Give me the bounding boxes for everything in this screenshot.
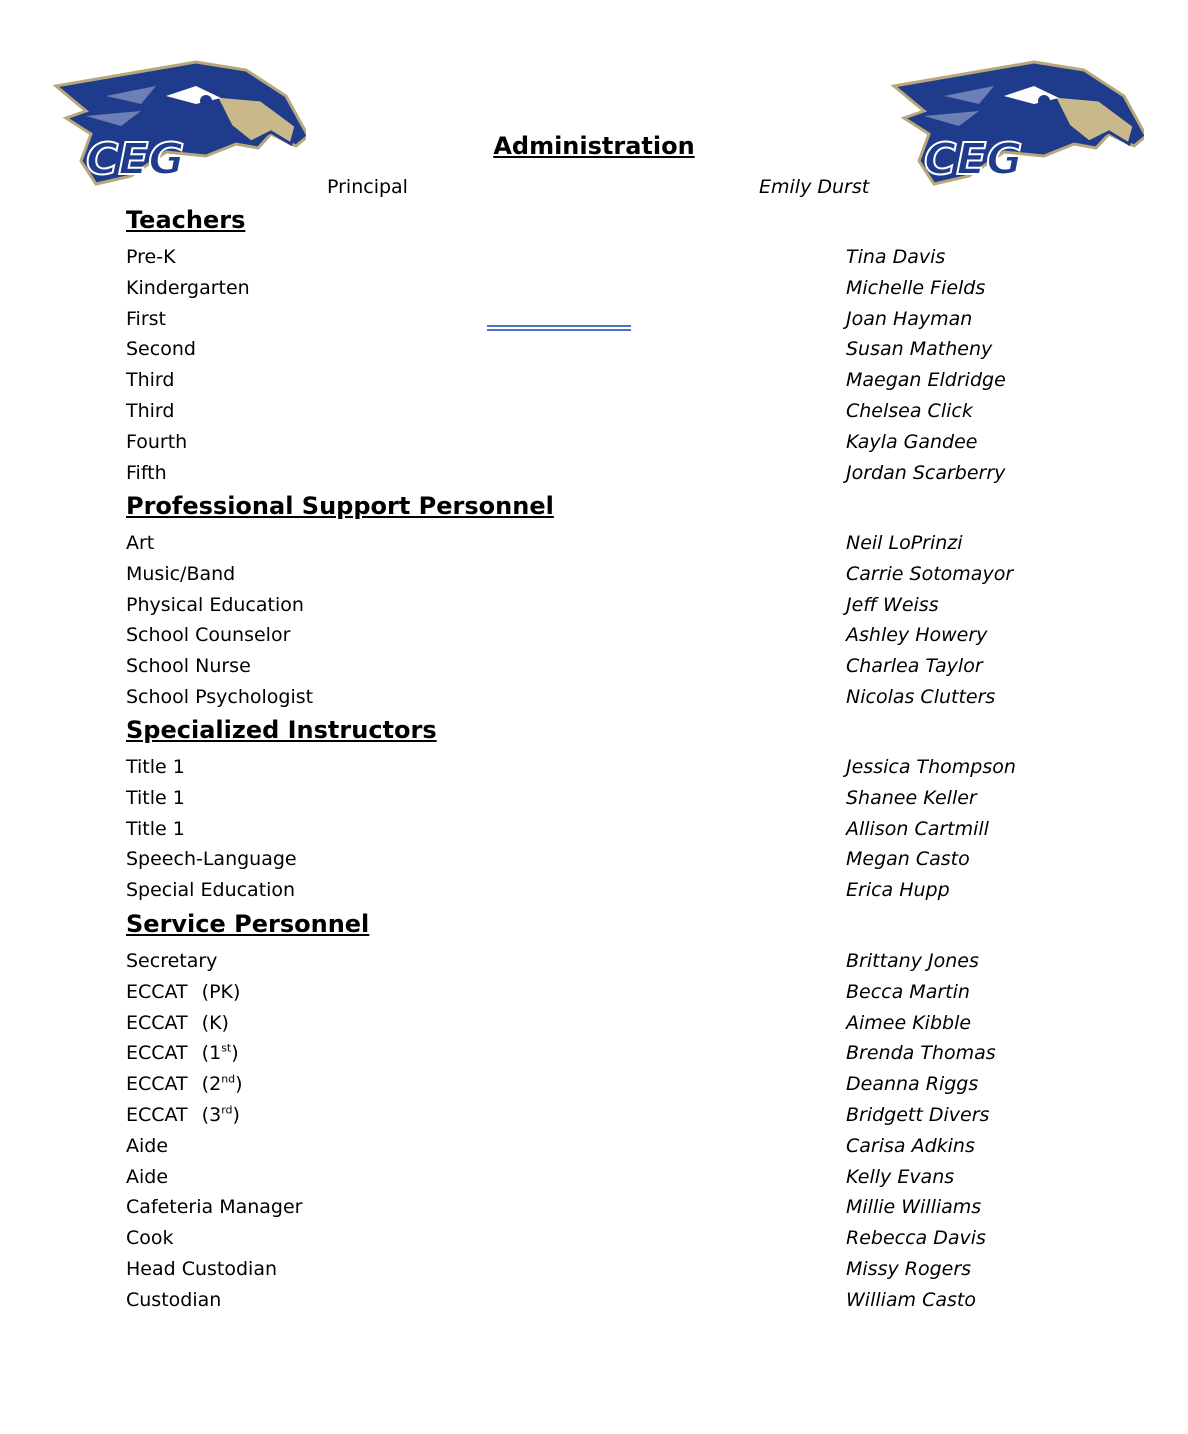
staff-name: Chelsea Click [846,400,973,422]
section-heading-support: Professional Support Personnel [126,492,554,520]
staff-row [126,879,1066,909]
staff-role: Fifth [126,462,167,484]
staff-role: School Nurse [126,655,251,677]
staff-name: Ashley Howery [846,624,988,646]
staff-row [126,1227,1066,1257]
staff-role: Custodian [126,1289,222,1311]
staff-role: ECCAT (2nd) [126,1072,243,1095]
staff-name: Bridgett Divers [846,1104,990,1126]
staff-role: Head Custodian [126,1258,278,1280]
principal-name: Emily Durst [759,176,870,198]
staff-role: Title 1 [126,818,185,840]
staff-name: Michelle Fields [846,277,986,299]
staff-role: ECCAT (1st) [126,1041,239,1064]
staff-row [126,1073,1066,1103]
staff-name: Carisa Adkins [846,1135,975,1157]
staff-role: Art [126,532,155,554]
staff-row [126,532,1066,562]
staff-name: Jordan Scarberry [846,462,1006,484]
staff-role: Third [126,369,175,391]
staff-row [126,1104,1066,1134]
staff-name: Joan Hayman [846,308,973,330]
staff-role: Music/Band [126,563,236,585]
staff-name: Charlea Taylor [846,655,983,677]
administration-heading: Administration [493,132,695,160]
staff-row [126,1012,1066,1042]
staff-role: School Psychologist [126,686,314,708]
staff-role: Third [126,400,175,422]
staff-name: Megan Casto [846,848,970,870]
staff-name: Rebecca Davis [846,1227,986,1249]
staff-role: School Counselor [126,624,291,646]
eagle-logo-left [46,56,306,196]
staff-name: Deanna Riggs [846,1073,979,1095]
staff-row [126,1166,1066,1196]
logo-letters: CEG [924,134,1023,185]
staff-name: Kayla Gandee [846,431,978,453]
staff-role: Second [126,338,196,360]
staff-row [126,400,1066,430]
staff-role: Pre-K [126,246,176,268]
staff-row [126,1042,1066,1072]
staff-row [126,462,1066,492]
staff-name: Millie Williams [846,1196,982,1218]
staff-row [126,848,1066,878]
staff-role: ECCAT (PK) [126,981,241,1003]
staff-row [126,338,1066,368]
staff-name: Jeff Weiss [846,594,939,616]
principal-role: Principal [327,176,408,198]
staff-row [126,1289,1066,1319]
staff-row [126,981,1066,1011]
logo-letters: CEG [86,134,185,185]
staff-name: Erica Hupp [846,879,950,901]
staff-row [126,246,1066,276]
staff-name: William Casto [846,1289,976,1311]
staff-role: Kindergarten [126,277,250,299]
staff-role: First [126,308,166,330]
staff-role: ECCAT (K) [126,1012,229,1034]
staff-role: Title 1 [126,787,185,809]
eagle-logo-right [884,56,1144,196]
staff-role: Title 1 [126,756,185,778]
staff-role: Speech-Language [126,848,297,870]
staff-role: Aide [126,1135,169,1157]
staff-role: Special Education [126,879,296,901]
staff-name: Maegan Eldridge [846,369,1006,391]
staff-row [126,431,1066,461]
staff-role: Secretary [126,950,218,972]
staff-name: Brenda Thomas [846,1042,996,1064]
staff-name: Jessica Thompson [846,756,1016,778]
staff-row [126,308,1066,338]
staff-row [126,950,1066,980]
staff-row [126,563,1066,593]
staff-role: Cook [126,1227,174,1249]
staff-name: Becca Martin [846,981,970,1003]
section-heading-teachers: Teachers [126,206,246,234]
staff-row [126,1135,1066,1165]
staff-row [126,787,1066,817]
staff-row [126,277,1066,307]
staff-row [126,756,1066,786]
staff-row [126,594,1066,624]
staff-row [126,1258,1066,1288]
staff-role: ECCAT (3rd) [126,1103,240,1126]
staff-row [126,1196,1066,1226]
staff-name: Allison Cartmill [846,818,989,840]
staff-name: Carrie Sotomayor [846,563,1014,585]
staff-name: Brittany Jones [846,950,979,972]
staff-name: Missy Rogers [846,1258,972,1280]
section-heading-service: Service Personnel [126,910,370,938]
staff-name: Nicolas Clutters [846,686,996,708]
staff-role: Physical Education [126,594,304,616]
staff-name: Neil LoPrinzi [846,532,963,554]
staff-name: Susan Matheny [846,338,993,360]
staff-role: Aide [126,1166,169,1188]
staff-row [126,624,1066,654]
staff-role: Cafeteria Manager [126,1196,303,1218]
staff-row [126,655,1066,685]
section-heading-specialized: Specialized Instructors [126,716,437,744]
staff-name: Kelly Evans [846,1166,955,1188]
staff-name: Shanee Keller [846,787,977,809]
staff-row [126,818,1066,848]
staff-row [126,686,1066,716]
staff-name: Aimee Kibble [846,1012,972,1034]
staff-role: Fourth [126,431,188,453]
staff-row [126,369,1066,399]
staff-name: Tina Davis [846,246,946,268]
